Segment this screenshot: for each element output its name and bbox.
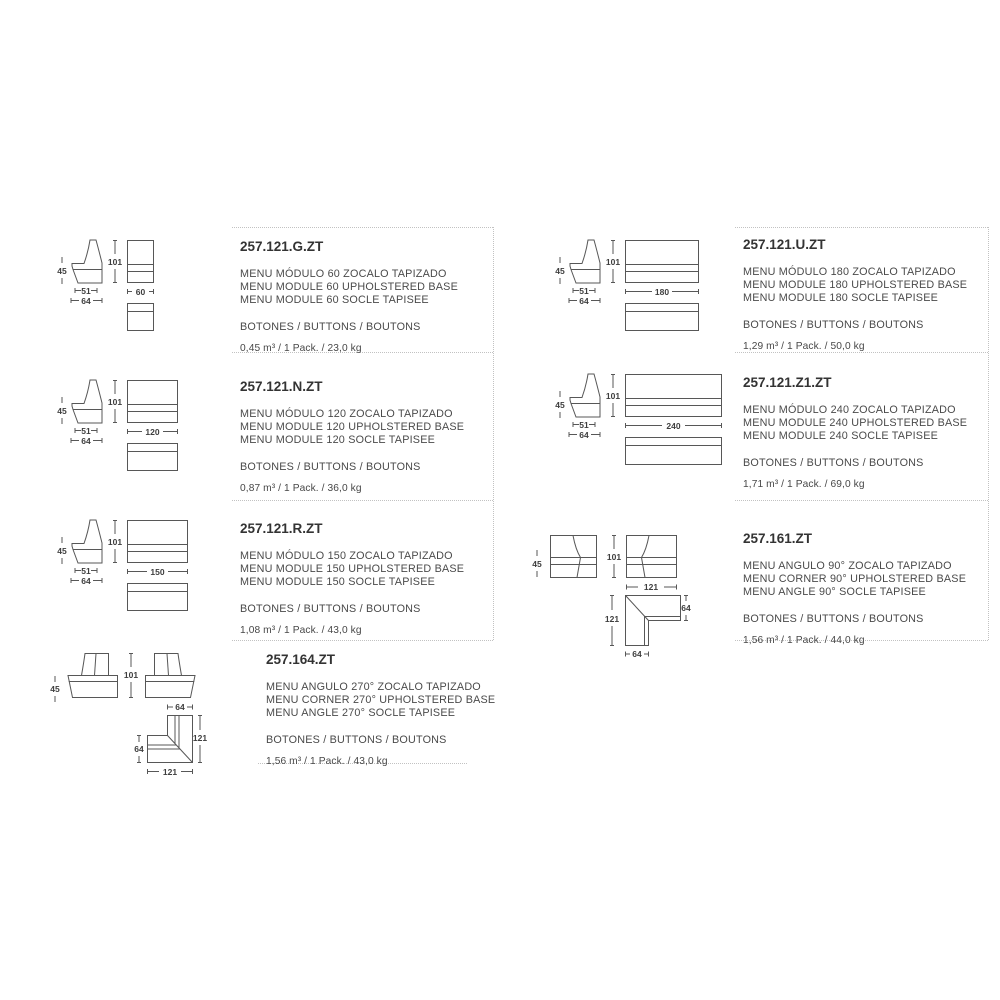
plan-view xyxy=(626,596,681,646)
dim-seat-height xyxy=(532,550,542,577)
dim-total-height xyxy=(606,375,620,417)
desc-line-es: MENU MÓDULO 180 ZOCALO TAPIZADO xyxy=(743,266,956,278)
dim-label: 45 xyxy=(57,406,67,416)
divider xyxy=(735,500,988,501)
side-view xyxy=(72,520,102,563)
drawing-module-60 xyxy=(50,228,230,340)
desc-line-en: MENU CORNER 90° UPHOLSTERED BASE xyxy=(743,572,967,585)
dim-label: 101 xyxy=(123,670,139,680)
dim-label: 51 xyxy=(81,426,91,436)
dim-label: 45 xyxy=(532,559,542,569)
dim-seat-depth xyxy=(75,566,97,576)
dim-width xyxy=(626,421,722,431)
buttons-line: BOTONES / BUTTONS / BOUTONS xyxy=(240,321,421,334)
dim-label: 121 xyxy=(643,582,659,592)
front-view xyxy=(626,241,699,283)
dim-width xyxy=(128,427,178,437)
dim-label: 121 xyxy=(162,767,178,777)
buttons-line: BOTONES / BUTTONS / BOUTONS xyxy=(240,461,421,474)
dim-label: 64 xyxy=(81,436,91,446)
dim-label: 64 xyxy=(134,744,144,754)
dim-label: 64 xyxy=(175,702,185,712)
pack-info: 0,87 m³ / 1 Pack. / 36,0 kg xyxy=(240,483,362,495)
dim-label: 121 xyxy=(604,614,620,624)
divider xyxy=(493,227,494,640)
dim-plan-right xyxy=(193,716,207,763)
dim-label: 45 xyxy=(57,546,67,556)
desc-line-fr: MENU MODULE 120 SOCLE TAPISEE xyxy=(240,433,436,446)
dim-label: 60 xyxy=(135,287,146,297)
product-card-257-121-n-zt xyxy=(240,378,490,495)
dim-label: 51 xyxy=(579,420,589,430)
drawing-corner-270 xyxy=(45,650,245,785)
pack-info: 1,56 m³ / 1 Pack. / 44,0 kg xyxy=(743,635,865,647)
dim-total-height xyxy=(108,241,122,283)
corner-view-left xyxy=(551,536,597,578)
product-description xyxy=(266,681,516,719)
pack-info: 1,56 m³ / 1 Pack. / 43,0 kg xyxy=(266,756,388,768)
product-description xyxy=(743,404,993,442)
dim-total-depth xyxy=(71,296,102,306)
dim-label: 64 xyxy=(681,603,691,613)
dim-width xyxy=(626,287,699,297)
desc-line-en: MENU MODULE 240 UPHOLSTERED BASE xyxy=(743,416,968,429)
divider xyxy=(232,500,493,501)
front-view xyxy=(128,521,188,563)
product-code: 257.164.ZT xyxy=(266,652,336,667)
dim-seat-height xyxy=(555,257,565,284)
product-description xyxy=(240,408,490,446)
dim-label: 101 xyxy=(107,257,123,267)
dim-label: 121 xyxy=(192,733,208,743)
side-view xyxy=(72,380,102,423)
product-description xyxy=(743,266,993,304)
dim-total-height xyxy=(108,381,122,423)
dim-label: 180 xyxy=(654,287,670,297)
dim-label: 101 xyxy=(605,257,621,267)
product-description xyxy=(743,560,993,598)
product-card-257-121-u-zt xyxy=(743,236,993,353)
dim-label: 120 xyxy=(145,427,160,437)
dim-plan-right xyxy=(681,596,691,621)
front-view xyxy=(128,241,154,283)
dim-label: 51 xyxy=(81,286,91,296)
desc-line-es: MENU ANGULO 90° ZOCALO TAPIZADO xyxy=(743,560,952,572)
buttons-line: BOTONES / BUTTONS / BOUTONS xyxy=(743,613,924,626)
divider xyxy=(232,227,493,228)
dim-plan-bottom xyxy=(626,649,649,659)
dim-seat-depth xyxy=(573,286,595,296)
dim-total-depth xyxy=(71,436,102,446)
desc-line-es: MENU ANGULO 270° ZOCALO TAPIZADO xyxy=(266,681,481,693)
desc-line-fr: MENU MODULE 180 SOCLE TAPISEE xyxy=(743,291,939,304)
drawing-module-120 xyxy=(50,368,230,480)
pack-info: 1,08 m³ / 1 Pack. / 43,0 kg xyxy=(240,625,362,637)
dim-front-width xyxy=(627,582,677,592)
desc-line-en: MENU MODULE 60 UPHOLSTERED BASE xyxy=(240,280,458,293)
divider xyxy=(735,227,988,228)
dim-label: 64 xyxy=(579,430,589,440)
dim-seat-height xyxy=(555,391,565,418)
desc-line-fr: MENU MODULE 60 SOCLE TAPISEE xyxy=(240,293,429,306)
dim-plan-bottom xyxy=(148,767,193,777)
dim-total-depth xyxy=(569,296,600,306)
dim-total-height xyxy=(607,536,621,578)
product-code: 257.121.N.ZT xyxy=(240,379,323,394)
product-code: 257.121.G.ZT xyxy=(240,239,324,254)
dim-seat-depth xyxy=(75,426,97,436)
buttons-line: BOTONES / BUTTONS / BOUTONS xyxy=(266,734,447,747)
product-card-257-161-zt xyxy=(743,530,993,647)
dim-width xyxy=(128,567,188,577)
desc-line-es: MENU MÓDULO 60 ZOCALO TAPIZADO xyxy=(240,268,447,280)
product-description xyxy=(240,268,490,306)
dim-plan-left xyxy=(134,736,144,763)
product-code: 257.121.Z1.ZT xyxy=(743,375,832,390)
dim-label: 101 xyxy=(107,537,123,547)
dim-width xyxy=(128,287,154,297)
dim-label: 45 xyxy=(50,684,60,694)
desc-line-en: MENU MODULE 120 UPHOLSTERED BASE xyxy=(240,420,465,433)
dim-seat-height xyxy=(57,397,67,424)
desc-line-fr: MENU ANGLE 270° SOCLE TAPISEE xyxy=(266,706,456,719)
product-card-257-164-zt xyxy=(266,651,516,768)
dim-total-depth xyxy=(569,430,600,440)
product-description xyxy=(240,550,490,588)
dim-label: 64 xyxy=(81,296,91,306)
desc-line-es: MENU MÓDULO 240 ZOCALO TAPIZADO xyxy=(743,404,956,416)
desc-line-fr: MENU MODULE 150 SOCLE TAPISEE xyxy=(240,575,436,588)
desc-line-en: MENU MODULE 150 UPHOLSTERED BASE xyxy=(240,562,465,575)
drawing-module-240 xyxy=(548,362,748,484)
pack-info: 1,71 m³ / 1 Pack. / 69,0 kg xyxy=(743,479,865,491)
dim-label: 240 xyxy=(666,421,681,431)
corner-view-left xyxy=(68,654,118,698)
dim-seat-height xyxy=(50,676,60,702)
buttons-line: BOTONES / BUTTONS / BOUTONS xyxy=(743,319,924,332)
corner-view-right xyxy=(627,536,677,578)
corner-view-right xyxy=(146,654,196,698)
drawing-module-150 xyxy=(50,508,230,620)
product-card-257-121-z1-zt xyxy=(743,374,993,491)
product-code: 257.121.U.ZT xyxy=(743,237,826,252)
dim-seat-height xyxy=(57,257,67,284)
pack-info: 1,29 m³ / 1 Pack. / 50,0 kg xyxy=(743,341,865,353)
desc-line-fr: MENU ANGLE 90° SOCLE TAPISEE xyxy=(743,585,926,598)
dim-label: 64 xyxy=(579,296,589,306)
dim-total-height xyxy=(124,654,138,698)
dim-label: 150 xyxy=(150,567,165,577)
dim-label: 51 xyxy=(81,566,91,576)
plan-view xyxy=(148,716,193,763)
side-view xyxy=(570,374,600,417)
dim-seat-height xyxy=(57,537,67,564)
dim-label: 101 xyxy=(605,391,621,401)
drawing-corner-90 xyxy=(528,530,728,665)
dim-plan-left xyxy=(605,596,619,646)
front-view xyxy=(626,375,722,417)
desc-line-en: MENU CORNER 270° UPHOLSTERED BASE xyxy=(266,693,496,706)
top-view xyxy=(626,304,699,331)
product-card-257-121-r-zt xyxy=(240,520,490,637)
dim-label: 51 xyxy=(579,286,589,296)
dim-label: 64 xyxy=(81,576,91,586)
divider xyxy=(232,640,493,641)
product-card-257-121-g-zt xyxy=(240,238,490,355)
dim-total-height xyxy=(108,521,122,563)
dim-label: 45 xyxy=(57,266,67,276)
dim-total-height xyxy=(606,241,620,283)
buttons-line: BOTONES / BUTTONS / BOUTONS xyxy=(743,457,924,470)
dim-label: 64 xyxy=(632,649,642,659)
dim-label: 45 xyxy=(555,266,565,276)
dim-seat-depth xyxy=(75,286,97,296)
top-view xyxy=(128,584,188,611)
desc-line-es: MENU MÓDULO 120 ZOCALO TAPIZADO xyxy=(240,408,453,420)
desc-line-es: MENU MÓDULO 150 ZOCALO TAPIZADO xyxy=(240,550,453,562)
dim-label: 101 xyxy=(606,552,622,562)
drawing-module-180 xyxy=(548,228,748,340)
desc-line-en: MENU MODULE 180 UPHOLSTERED BASE xyxy=(743,278,968,291)
side-view xyxy=(72,240,102,283)
front-view xyxy=(128,381,178,423)
desc-line-fr: MENU MODULE 240 SOCLE TAPISEE xyxy=(743,429,939,442)
dim-total-depth xyxy=(71,576,102,586)
side-view xyxy=(570,240,600,283)
top-view xyxy=(128,304,154,331)
dim-label: 101 xyxy=(107,397,123,407)
dim-seat-depth xyxy=(573,420,595,430)
buttons-line: BOTONES / BUTTONS / BOUTONS xyxy=(240,603,421,616)
top-view xyxy=(128,444,178,471)
pack-info: 0,45 m³ / 1 Pack. / 23,0 kg xyxy=(240,343,362,355)
dim-plan-top-width xyxy=(168,702,193,712)
dim-label: 45 xyxy=(555,400,565,410)
product-code: 257.161.ZT xyxy=(743,531,813,546)
product-code: 257.121.R.ZT xyxy=(240,521,323,536)
top-view xyxy=(626,438,722,465)
